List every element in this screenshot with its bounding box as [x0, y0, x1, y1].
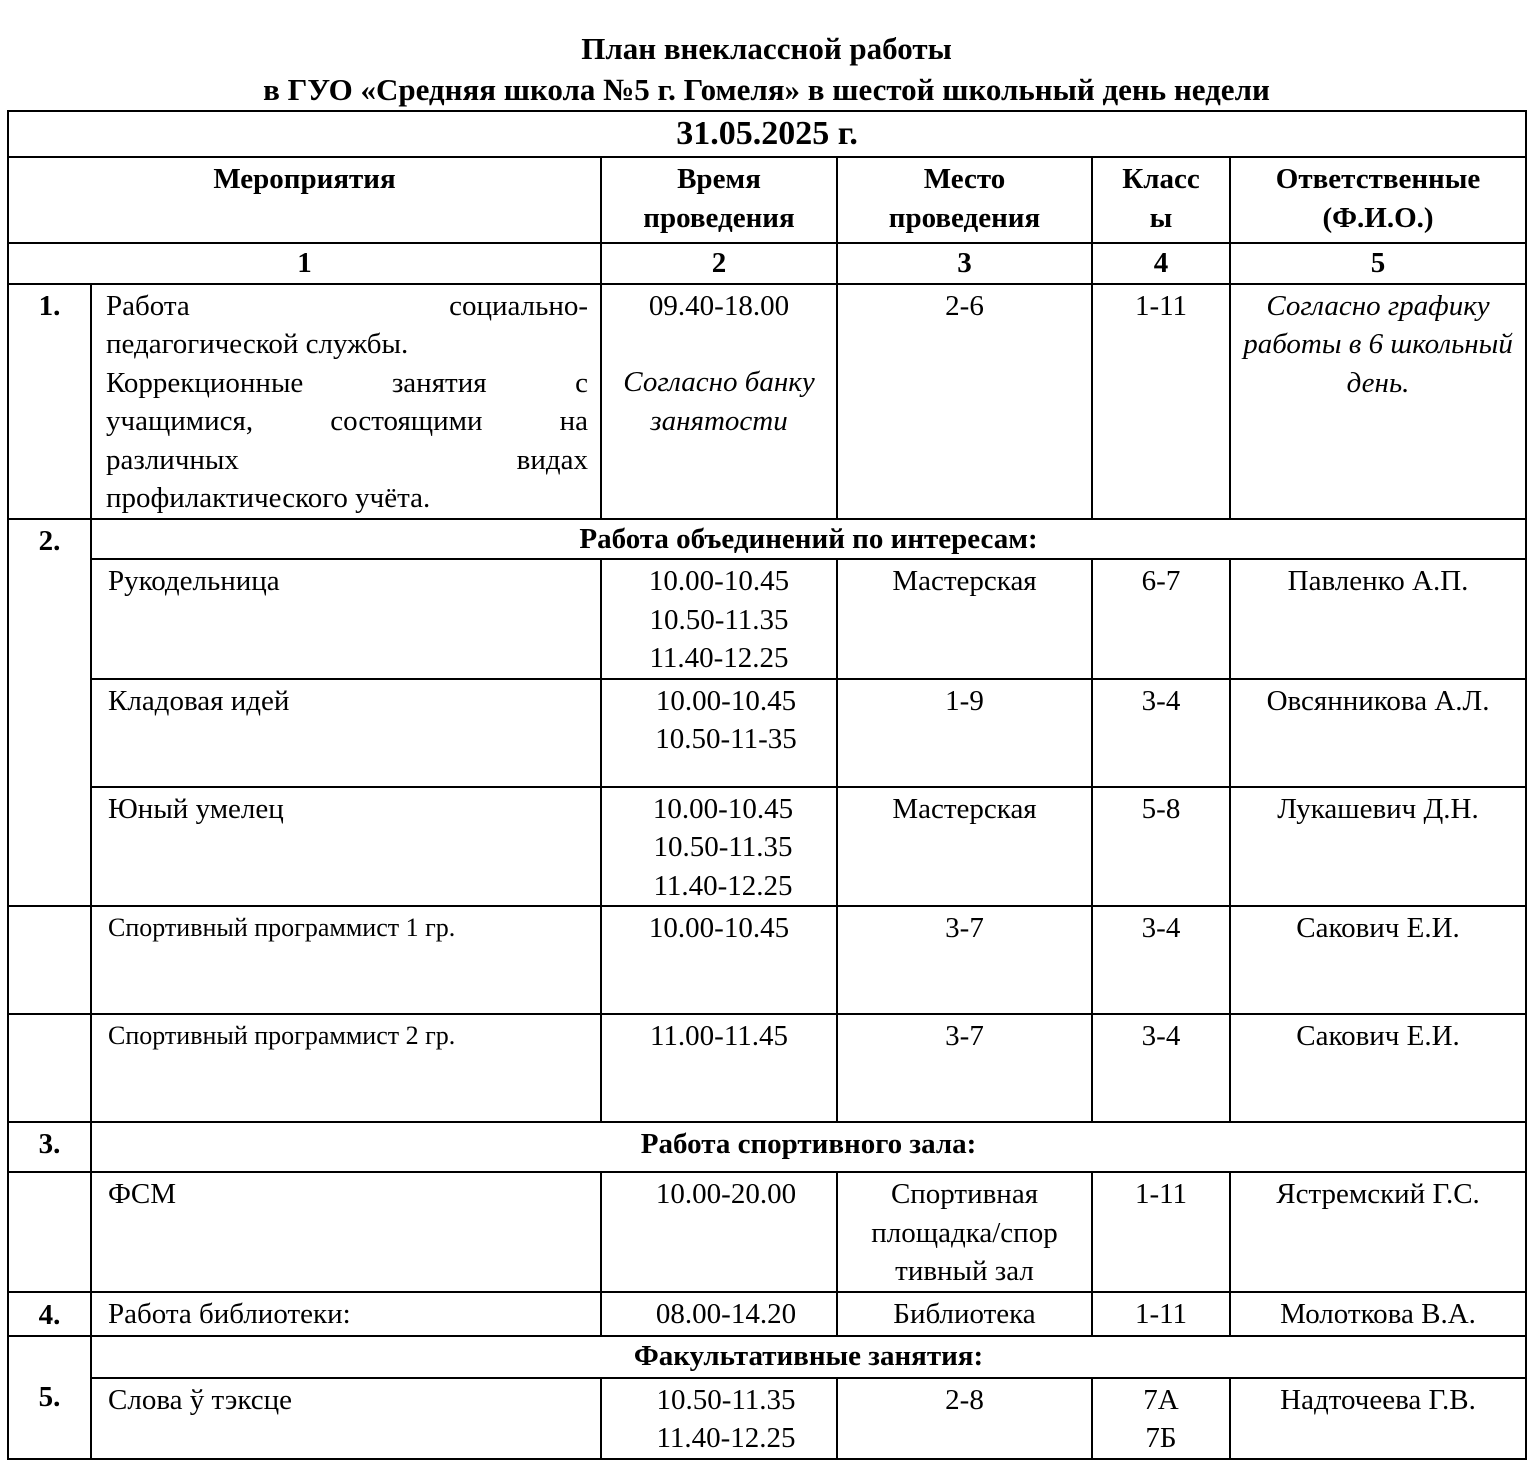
- document-subtitle: в ГУО «Средняя школа №5 г. Гомеля» в шестой школьный день недели: [263, 72, 1270, 107]
- empty-number-cell: [8, 1172, 91, 1292]
- event-place: 2-6: [837, 284, 1092, 519]
- header-class: Класс ы: [1092, 157, 1230, 243]
- header-place: Место проведения: [837, 157, 1092, 243]
- column-number: 1: [8, 243, 601, 284]
- sport-time: 10.00-20.00: [601, 1172, 837, 1292]
- row-number: 2.: [8, 519, 91, 907]
- event-text-line: педагогической службы.: [106, 328, 409, 360]
- club-time: 11.00-11.45: [601, 1014, 837, 1122]
- club-time: 10.00-10.45 10.50-11.35 11.40-12.25: [601, 787, 837, 907]
- club-place: Мастерская: [837, 559, 1092, 679]
- column-number: 4: [1092, 243, 1230, 284]
- column-number: 5: [1230, 243, 1526, 284]
- club-responsible: Сакович Е.И.: [1230, 906, 1526, 1014]
- club-responsible: Овсянникова А.Л.: [1230, 679, 1526, 787]
- club-time: 10.00-10.45 10.50-11.35 11.40-12.25: [601, 559, 837, 679]
- event-text-line: Коррекционные занятия с: [106, 366, 588, 399]
- column-number: 3: [837, 243, 1092, 284]
- club-responsible: Сакович Е.И.: [1230, 1014, 1526, 1122]
- club-class: 6-7: [1092, 559, 1230, 679]
- event-description: [91, 284, 601, 519]
- club-time: 10.00-10.45: [601, 906, 837, 1014]
- club-name: Спортивный программист 1 гр.: [91, 906, 601, 1014]
- club-responsible: Лукашевич Д.Н.: [1230, 787, 1526, 907]
- elective-class: 7А 7Б: [1092, 1378, 1230, 1459]
- club-time: 10.00-10.45 10.50-11-35: [601, 679, 837, 787]
- club-class: 3-4: [1092, 906, 1230, 1014]
- time-value: 09.40-18.00: [648, 289, 790, 322]
- club-place: 3-7: [837, 906, 1092, 1014]
- club-name: Рукодельница: [91, 559, 601, 679]
- library-place: Библиотека: [837, 1292, 1092, 1336]
- club-place: 1-9: [837, 679, 1092, 787]
- event-class: 1-11: [1092, 284, 1230, 519]
- sport-responsible: Ястремский Г.С.: [1230, 1172, 1526, 1292]
- club-name: Спортивный программист 2 гр.: [91, 1014, 601, 1122]
- elective-name: Слова ў тэксце: [91, 1378, 601, 1459]
- club-place: 3-7: [837, 1014, 1092, 1122]
- library-class: 1-11: [1092, 1292, 1230, 1336]
- event-text-line: Работа социально-: [106, 289, 588, 322]
- club-place: Мастерская: [837, 787, 1092, 907]
- header-responsible: Ответственные (Ф.И.О.): [1230, 157, 1526, 243]
- event-text-line: учащимися, состоящими на: [106, 405, 588, 437]
- empty-number-cell: [8, 1014, 91, 1122]
- sport-name: ФСМ: [91, 1172, 601, 1292]
- document-title: План внеклассной работы: [581, 31, 952, 66]
- sport-place: Спортивная площадка/спор тивный зал: [837, 1172, 1092, 1292]
- header-events: Мероприятия: [8, 157, 601, 243]
- plan-date: 31.05.2025 г.: [8, 111, 1526, 157]
- event-responsible: Согласно графику работы в 6 школьный день.: [1230, 284, 1526, 519]
- row-number: 4.: [8, 1292, 91, 1336]
- column-number: 2: [601, 243, 837, 284]
- row-number: 1.: [8, 284, 91, 519]
- club-class: 3-4: [1092, 1014, 1230, 1122]
- club-responsible: Павленко А.П.: [1230, 559, 1526, 679]
- empty-number-cell: [8, 906, 91, 1014]
- header-time: Время проведения: [601, 157, 837, 243]
- spacer: [602, 325, 836, 363]
- section-title: Факультативные занятия:: [91, 1336, 1526, 1378]
- elective-place: 2-8: [837, 1378, 1092, 1459]
- library-responsible: Молоткова В.А.: [1230, 1292, 1526, 1336]
- sport-class: 1-11: [1092, 1172, 1230, 1292]
- time-note: Согласно банку занятости: [623, 366, 815, 437]
- elective-time: 10.50-11.35 11.40-12.25: [601, 1378, 837, 1459]
- club-class: 5-8: [1092, 787, 1230, 907]
- library-name: Работа библиотеки:: [91, 1292, 601, 1336]
- event-text-line: профилактического учёта.: [106, 482, 431, 514]
- elective-responsible: Надточеева Г.В.: [1230, 1378, 1526, 1459]
- club-name: Юный умелец: [91, 787, 601, 907]
- row-number: 5.: [8, 1336, 91, 1459]
- event-text-line: различных видах: [106, 443, 588, 476]
- library-time: 08.00-14.20: [601, 1292, 837, 1336]
- club-class: 3-4: [1092, 679, 1230, 787]
- section-title: Работа спортивного зала:: [91, 1122, 1526, 1172]
- event-time: [601, 284, 837, 519]
- club-name: Кладовая идей: [91, 679, 601, 787]
- activity-plan-table: [7, 110, 1527, 1460]
- row-number: 3.: [8, 1122, 91, 1172]
- section-title: Работа объединений по интересам:: [91, 519, 1526, 560]
